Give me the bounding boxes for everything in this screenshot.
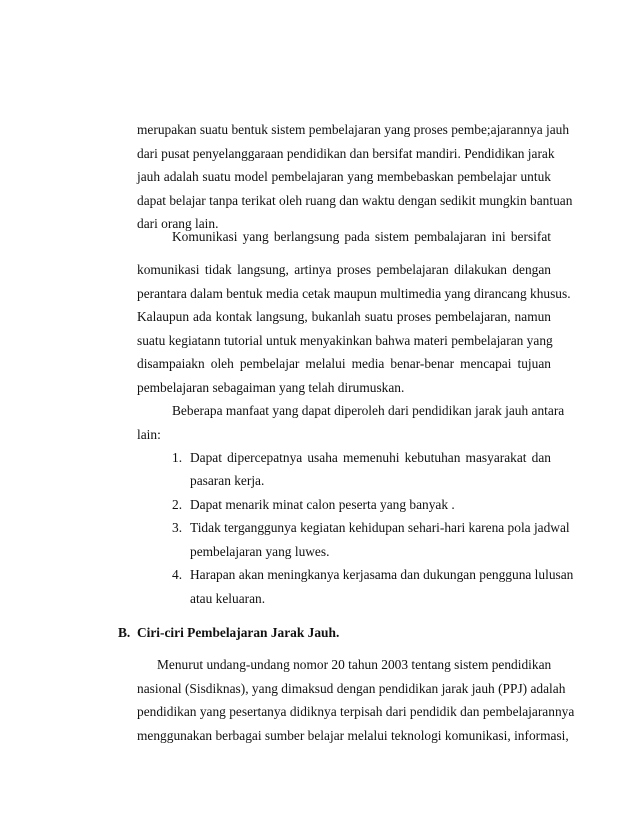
list-item-line: pasaran kerja. [190,473,265,488]
paragraph-line: dari pusat penyelanggaraan pendidikan dan bersifat mandiri. Pendidikan jarak [137,146,555,161]
list-number: 1. [172,450,183,465]
list-number: 4. [172,567,183,582]
paragraph-line: disampaiakn oleh pembelajar melalui media benar-benar mencapai tujuan [137,356,551,371]
paragraph-line: menggunakan berbagai sumber belajar melalui teknologi komunikasi, informasi, [137,728,569,743]
list-number: 2. [172,497,183,512]
paragraph-line: Menurut undang-undang nomor 20 tahun 2003 tentang sistem pendidikan [157,657,552,672]
paragraph-line: jauh adalah suatu model pembelajaran yang membebaskan pembelajar untuk [137,169,551,184]
paragraph-line: Komunikasi yang berlangsung pada sistem pembalajaran ini bersifat [172,229,551,244]
paragraph-line: nasional (Sisdiknas), yang dimaksud dengan pendidikan jarak jauh (PPJ) adalah [137,681,566,696]
paragraph-line: Beberapa manfaat yang dapat diperoleh dari pendidikan jarak jauh antara [172,403,565,418]
list-item-line: Dapat menarik minat calon peserta yang banyak . [190,497,455,512]
list-item-line: Dapat dipercepatnya usaha memenuhi kebutuhan masyarakat dan [190,450,551,465]
list-number: 3. [172,520,183,535]
list-item-line: Harapan akan meningkanya kerjasama dan dukungan pengguna lulusan [190,567,574,582]
list-item-line: Tidak terganggunya kegiatan kehidupan sehari-hari karena pola jadwal [190,520,570,535]
section-heading: B. Ciri-ciri Pembelajaran Jarak Jauh. [118,625,340,640]
paragraph-line: perantara dalam bentuk media cetak maupun multimedia yang dirancang khusus. [137,286,571,301]
paragraph-line: Kalaupun ada kontak langsung, bukanlah suatu proses pembelajaran, namun [137,309,551,324]
paragraph-line: pendidikan yang pesertanya didiknya terpisah dari pendidik dan pembelajarannya [137,704,575,719]
paragraph-line: komunikasi tidak langsung, artinya proses pembelajaran dilakukan dengan [137,262,551,277]
paragraph-line: suatu kegiatann tutorial untuk menyakinkan bahwa materi pembelajaran yang [137,333,553,348]
list-item-line: pembelajaran yang luwes. [190,544,330,559]
paragraph-line: dari orang lain. [137,216,219,231]
list-item-line: atau keluaran. [190,591,266,606]
paragraph-line: pembelajaran sebagaiman yang telah dirumuskan. [137,380,405,395]
paragraph-line: dapat belajar tanpa terikat oleh ruang dan waktu dengan sedikit mungkin bantuan [137,193,573,208]
paragraph-line: merupakan suatu bentuk sistem pembelajaran yang proses pembe;ajarannya jauh [137,122,570,137]
paragraph-line: lain: [137,427,161,442]
